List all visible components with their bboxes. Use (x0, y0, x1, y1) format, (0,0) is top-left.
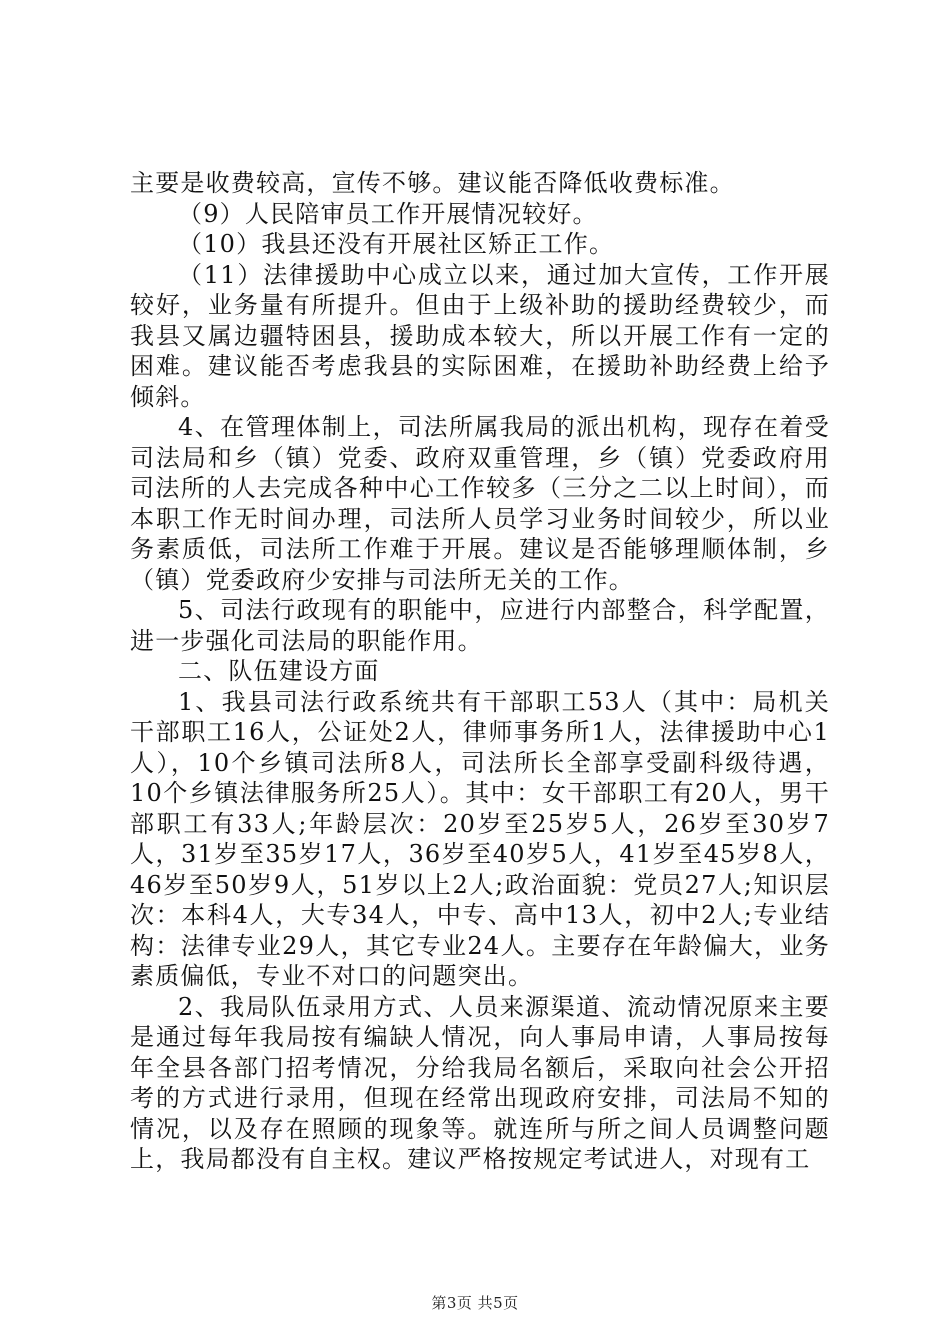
section-heading-team-building: 二、队伍建设方面 (178, 657, 380, 685)
paragraph-item-11: （11）法律援助中心成立以来，通过加大宣传，工作开展较好，业务量有所提升。但由于上级补助的援助经费较少，而我县又属边疆特困县，援助成本较大，所以开展工作有一定的困难。建议能否考虑我县的实际困难，在援助补助经费上给予倾斜。 (130, 260, 830, 411)
paragraph-item-10: （10）我县还没有开展社区矫正工作。 (178, 230, 615, 258)
paragraph-continuation: 主要是收费较高，宣传不够。建议能否降低收费标准。 (130, 169, 735, 197)
paragraph-item-9: （9）人民陪审员工作开展情况较好。 (178, 199, 598, 228)
document-body (130, 168, 830, 1175)
page-number-footer: 第3页 共5页 (431, 1294, 519, 1312)
paragraph-section-5: 5、司法行政现有的职能中，应进行内部整合，科学配置，进一步强化司法局的职能作用。 (130, 596, 830, 655)
paragraph-team-2: 2、我局队伍录用方式、人员来源渠道、流动情况原来主要是通过每年我局按有编缺人情况，向人事局申请，人事局按每年全县各部门招考情况，分给我局名额后，采取向社会公开招考的方式进行录用，但现在经常出现政府安排，司法局不知的情况，以及存在照顾的现象等。就连所与所之间人员调整问题上，我局都没有自主权。建议严格按规定考试进人，对现有工 (130, 992, 830, 1173)
paragraph-team-1: 1、我县司法行政系统共有干部职工53人（其中：局机关干部职工16人，公证处2人，律师事务所1人，法律援助中心1人），10个乡镇司法所8人，司法所长全部享受副科级待遇，10个乡镇法律服务所25人）。其中：女干部职工有20人，男干部职工有33人;年龄层次：20岁至25岁5人，26岁至30岁7人，31岁至35岁17人，36岁至40岁5人，41岁至45岁8人，46岁至50岁9人，51岁以上2人;政治面貌：党员27人;知识层次：本科4人，大专34人，中专、高中13人，初中2人;专业结构：法律专业29人，其它专业24人。主要存在年龄偏大，业务素质偏低，专业不对口的问题突出。 (130, 687, 830, 990)
paragraph-section-4: 4、在管理体制上，司法所属我局的派出机构，现存在着受司法局和乡（镇）党委、政府双重管理，乡（镇）党委政府用司法所的人去完成各种中心工作较多（三分之二以上时间），而本职工作无时间办理，司法所人员学习业务时间较少，所以业务素质低，司法所工作难于开展。建议是否能够理顺体制，乡（镇）党委政府少安排与司法所无关的工作。 (130, 413, 830, 594)
